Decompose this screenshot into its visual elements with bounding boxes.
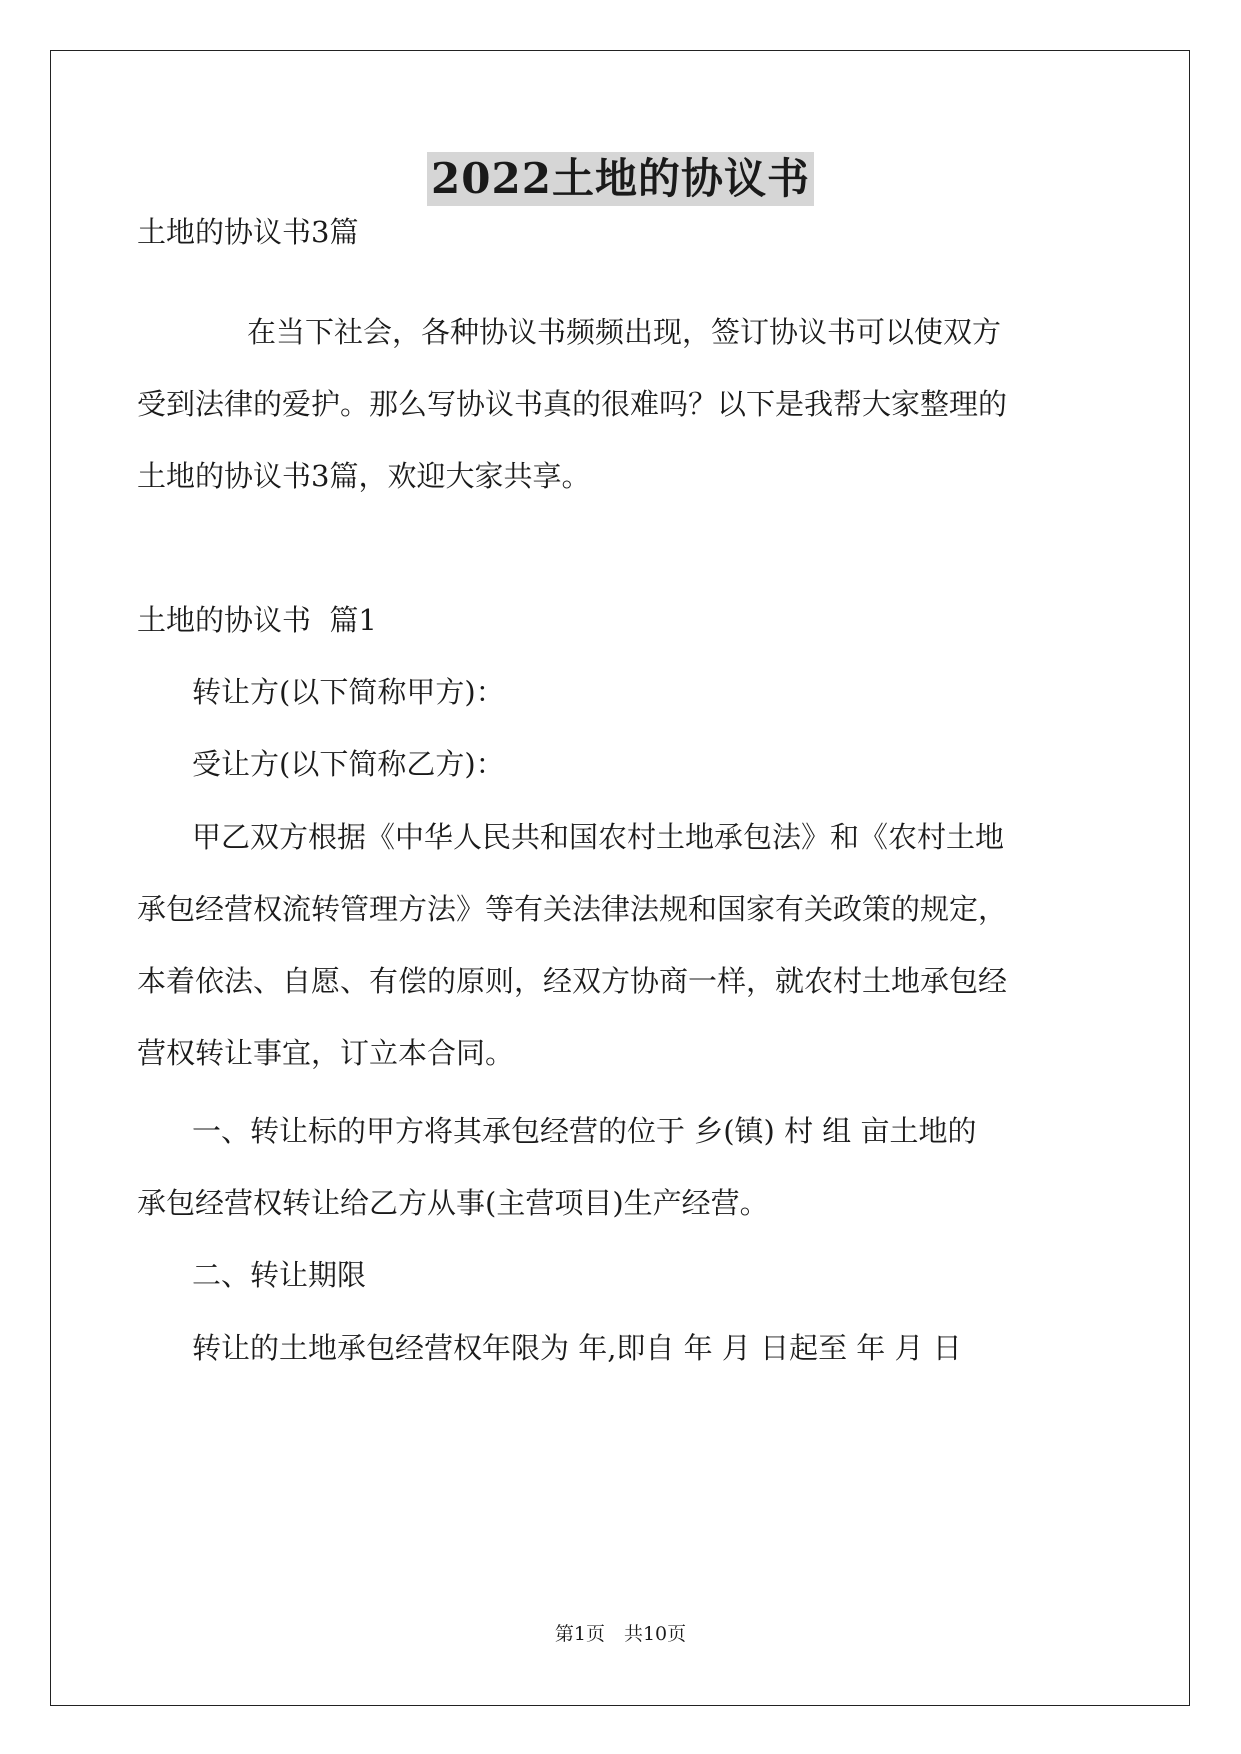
clause-1-line-2: 承包经营权转让给乙方从事(主营项目)生产经营。 [137, 1186, 769, 1220]
document-subtitle: 土地的协议书3篇 [137, 215, 359, 249]
transferee-line: 受让方(以下简称乙方)： [192, 747, 505, 781]
intro-line-2: 受到法律的爱护。那么写协议书真的很难吗？以下是我帮大家整理的 [137, 387, 1008, 421]
paragraph-1-line-1: 甲乙双方根据《中华人民共和国农村土地承包法》和《农村土地 [192, 820, 1005, 854]
page-border [50, 50, 1190, 1706]
transferor-line: 转让方(以下简称甲方)： [192, 675, 505, 709]
document-title [0, 152, 1241, 206]
document-title-text: 2022土地的协议书 [427, 152, 814, 206]
page-number-footer: 第1页 共10页 [554, 1623, 687, 1645]
paragraph-1-line-3: 本着依法、自愿、有偿的原则，经双方协商一样，就农村土地承包经 [137, 964, 1008, 998]
clause-2-text: 转让的土地承包经营权年限为 年,即自 年 月 日起至 年 月 日 [192, 1331, 962, 1365]
clause-1-line-1: 一、转让标的甲方将其承包经营的位于 乡(镇) 村 组 亩土地的 [192, 1114, 977, 1148]
section-1-heading: 土地的协议书 篇1 [137, 603, 377, 637]
paragraph-1-line-4: 营权转让事宜，订立本合同。 [137, 1036, 515, 1070]
intro-line-3: 土地的协议书3篇，欢迎大家共享。 [137, 459, 591, 493]
paragraph-1-line-2: 承包经营权流转管理方法》等有关法律法规和国家有关政策的规定， [137, 892, 1008, 926]
clause-2-heading: 二、转让期限 [192, 1258, 367, 1292]
intro-line-1: 在当下社会，各种协议书频频出现，签订协议书可以使双方 [247, 315, 1002, 349]
